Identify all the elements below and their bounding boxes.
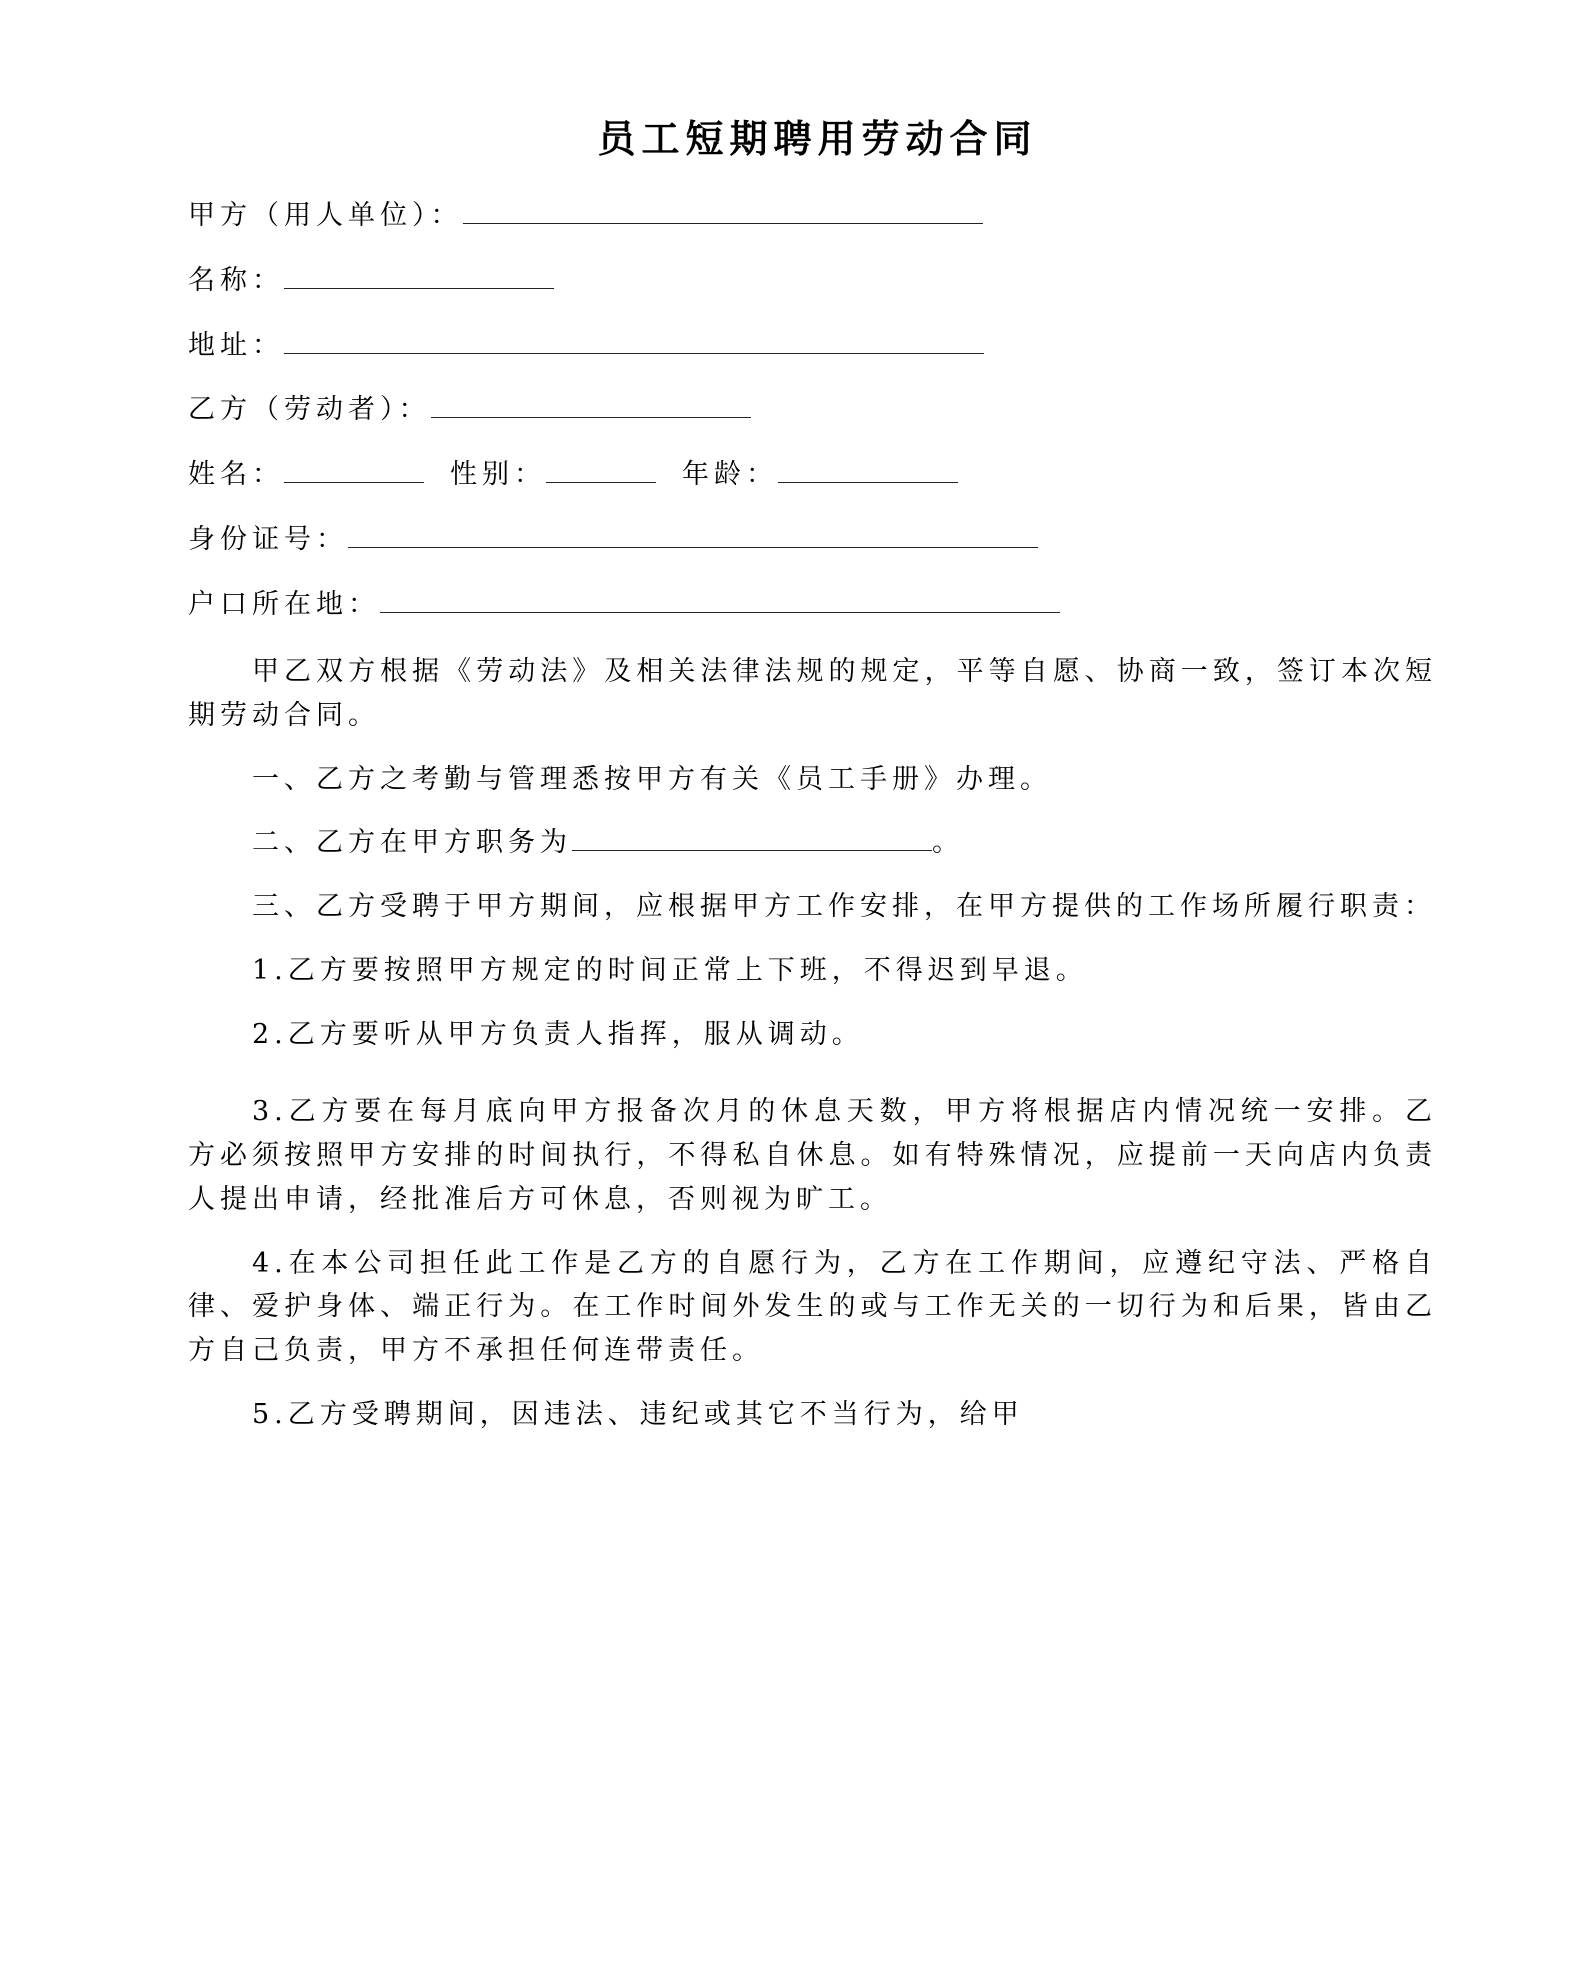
field-address	[188, 327, 1437, 363]
field-employee-input[interactable]	[431, 391, 751, 418]
paragraph-preamble: 甲乙双方根据《劳动法》及相关法律法规的规定，平等自愿、协商一致，签订本次短期劳动合同。	[188, 656, 1437, 731]
clause-three-item-1: 1.乙方要按照甲方规定的时间正常上下班，不得迟到早退。	[252, 954, 1088, 986]
field-company-name	[188, 262, 1437, 298]
field-gender-label: 性别：	[450, 459, 546, 490]
clause-two-position-input[interactable]	[572, 824, 932, 851]
field-employer	[188, 197, 1437, 233]
field-employee-label: 乙方（劳动者）：	[188, 394, 431, 426]
field-age-label: 年龄：	[682, 459, 778, 490]
field-age-input[interactable]	[778, 456, 958, 483]
field-company-name-input[interactable]	[284, 262, 554, 289]
field-residence-label: 户口所在地：	[188, 588, 380, 620]
field-employee	[188, 391, 1437, 427]
clause-three-item-2: 2.乙方要听从甲方负责人指挥，服从调动。	[252, 1018, 864, 1050]
field-residence	[188, 586, 1437, 622]
clause-three: 三、乙方受聘于甲方期间，应根据甲方工作安排，在甲方提供的工作场所履行职责：	[252, 891, 1436, 923]
clause-three-item-5: 5.乙方受聘期间，因违法、违纪或其它不当行为，给甲	[252, 1398, 1024, 1430]
field-employer-input[interactable]	[463, 197, 983, 224]
field-company-name-label: 名称：	[188, 264, 284, 296]
clause-one: 一、乙方之考勤与管理悉按甲方有关《员工手册》办理。	[252, 763, 1052, 795]
field-id-number	[188, 521, 1437, 557]
field-residence-input[interactable]	[380, 586, 1060, 613]
field-name-label: 姓名：	[188, 459, 284, 490]
clause-three-item-3: 3.乙方要在每月底向甲方报备次月的休息天数，甲方将根据店内情况统一安排。乙方必须按照甲方安排的时间执行，不得私自休息。如有特殊情况，应提前一天向店内负责人提出申请，经批准后方可休息，否则视为旷工。	[188, 1096, 1437, 1215]
field-employer-label: 甲方（用人单位）：	[188, 200, 463, 231]
field-id-number-input[interactable]	[348, 521, 1038, 548]
field-person-row	[188, 456, 1437, 492]
field-gender-input[interactable]	[546, 456, 656, 483]
field-name-input[interactable]	[284, 456, 424, 483]
clause-three-item-4: 4.在本公司担任此工作是乙方的自愿行为，乙方在工作期间，应遵纪守法、严格自律、爱护身体、端正行为。在工作时间外发生的或与工作无关的一切行为和后果，皆由乙方自己负责，甲方不承担任何连带责任。	[188, 1247, 1437, 1367]
page-title: 员工短期聘用劳动合同	[597, 116, 1038, 161]
clause-two	[188, 821, 1437, 865]
clause-two-prefix: 二、乙方在甲方职务为	[252, 827, 572, 859]
field-address-input[interactable]	[284, 327, 984, 354]
clause-two-suffix: 。	[932, 827, 964, 859]
field-address-label: 地址：	[188, 329, 284, 361]
field-id-number-label: 身份证号：	[188, 523, 348, 555]
